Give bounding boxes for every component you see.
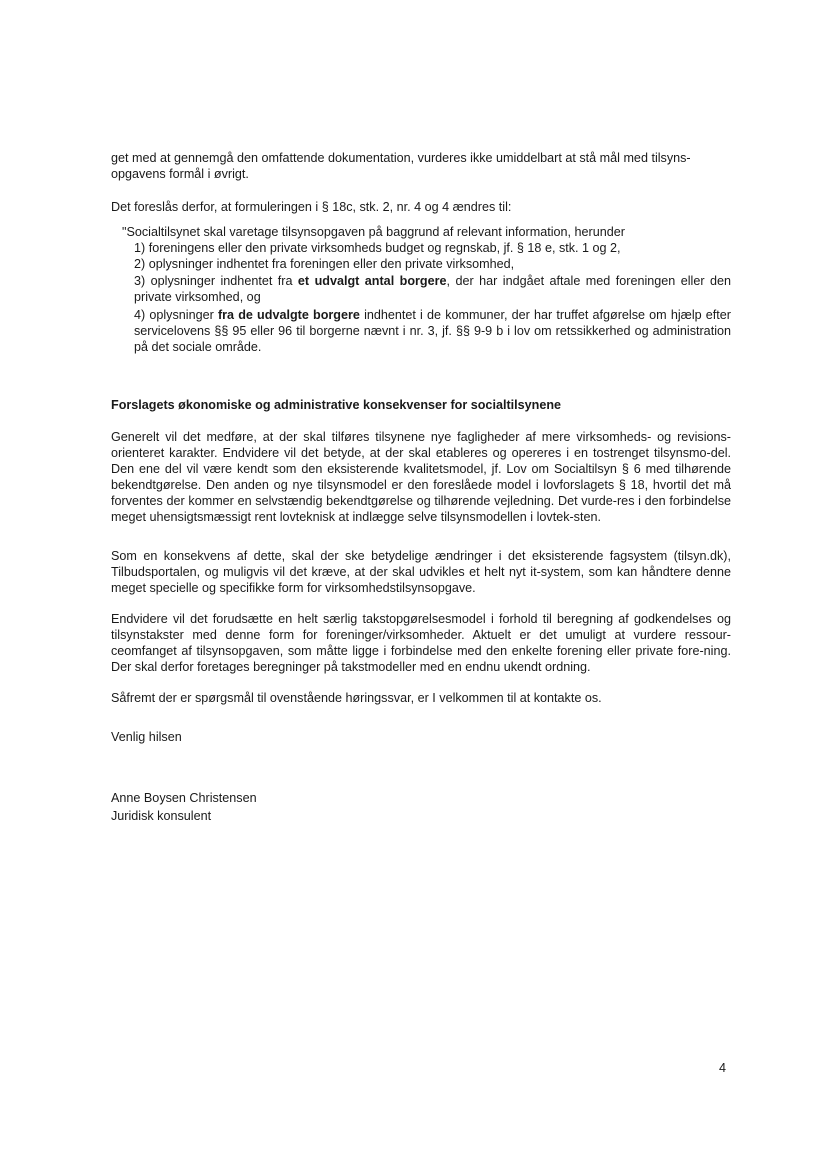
signature-title: Juridisk konsulent	[111, 809, 212, 823]
intro-line-1: get med at gennemgå den omfattende dokumentation, vurderes ikke umiddelbart at stå mål med tilsyns-	[111, 151, 691, 165]
quoted-amendment	[122, 224, 731, 355]
signature-block	[111, 790, 731, 824]
closing-greeting: Venlig hilsen	[111, 730, 182, 744]
quote-item-2: 2) oplysninger indhentet fra foreningen eller den private virksomhed,	[134, 257, 515, 271]
quote-item-3: 3) oplysninger indhentet fra et udvalgt antal borgere, der har indgået aftale med foreningen eller den private virksomhed, og	[134, 274, 731, 304]
quote-item-1: 1) foreningens eller den private virksomheds budget og regnskab, jf. § 18 e, stk. 1 og 2,	[134, 241, 621, 255]
signature-name: Anne Boysen Christensen	[111, 791, 257, 805]
paragraph-contact: Såfremt der er spørgsmål til ovenstående høringssvar, er I velkommen til at kontakte os.	[111, 691, 602, 705]
page-number: 4	[719, 1061, 727, 1075]
proposal-text: Det foreslås derfor, at formuleringen i § 18c, stk. 2, nr. 4 og 4 ændres til:	[111, 200, 512, 214]
paragraph-system-changes: Som en konsekvens af dette, skal der ske betydelige ændringer i det eksisterende fagsystem (tilsyn.dk), Tilbudsportalen, og muligvis vil det kræve, at der skal udvikles et helt nyt it-system, som kan håndtere denne meget specielle og specifikke form for virksomhedstilsynsopgave.	[111, 549, 731, 595]
paragraph-consequences: Generelt vil det medføre, at der skal tilføres tilsynene nye fagligheder af mere virksomheds- og revisions-orienteret karakter. Endvidere vil det betyde, at der skal etableres og opereres i en tostrenget tilsynsmo-del. Den ene del vil være kendt som den eksisterende kvalitetsmodel, jf. Lov om Socialtilsyn § 6 med tilhørende bekendtgørelse. Den anden og nye tilsynsmodel er den foreslåede model i lovforslagets § 18, hvortil det må forventes der kommer en selvstændig bekendtgørelse og tilhørende vejledning. Det vurde-res i den forbindelse meget uhensigtsmæssigt rent lovteknisk at indlægge selve tilsynsmodellen i lovtek-sten.	[111, 430, 731, 524]
quote-item-3-emphasis: et udvalgt antal borgere	[297, 274, 447, 288]
quote-item-4: 4) oplysninger fra de udvalgte borgere indhentet i de kommuner, der har truffet afgørelse om hjælp efter servicelovens §§ 95 eller 96 til borgerne nævnt i nr. 3, jf. §§ 9-9 b i lov om retssikkerhed og administration på det sociale område.	[134, 308, 731, 354]
intro-paragraph	[111, 150, 731, 182]
quote-lead: "Socialtilsynet skal varetage tilsynsopgaven på baggrund af relevant information, herunder	[122, 225, 625, 239]
intro-line-2: opgavens formål i øvrigt.	[111, 167, 249, 181]
paragraph-rate-model: Endvidere vil det forudsætte en helt særlig takstopgørelsesmodel i forhold til beregning af godkendelses og tilsynstakster med denne form for foreninger/virksomheder. Aktuelt er det umuligt at vurdere ressour-ceomfanget af tilsynsopgaven, som måtte ligge i forbindelse med den enkelte forening eller private fore-ning. Der skal derfor foretages beregninger på takstmodeller med en endnu ukendt ordning.	[111, 612, 731, 674]
section-heading: Forslagets økonomiske og administrative konsekvenser for socialtilsynene	[111, 398, 562, 412]
quote-item-4-emphasis: fra de udvalgte borgere	[217, 308, 360, 322]
